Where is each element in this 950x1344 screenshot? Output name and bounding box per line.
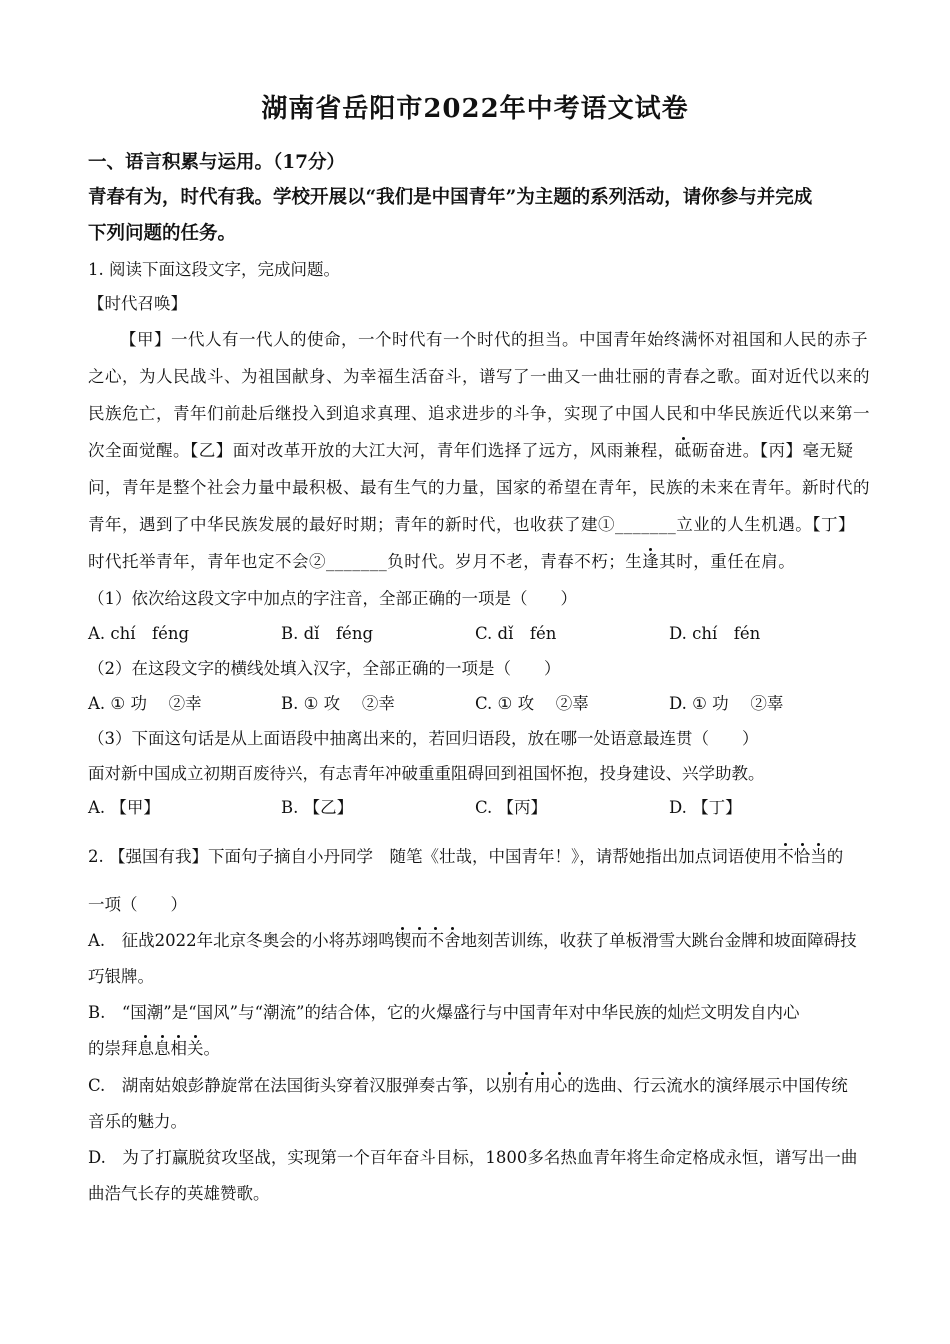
dotted-char-di: 砥 <box>674 441 692 460</box>
dotted-char: 相 <box>170 1039 187 1058</box>
q2-c-dotted-word <box>501 1076 567 1095</box>
dotted-char: 心 <box>550 1076 568 1095</box>
q2-option-c-line-2: 音乐的魅力。 <box>88 1112 187 1131</box>
sub1-stem: （1）依次给这段文字中加点的字注音，全部正确的一项是（ ） <box>88 589 577 608</box>
passage-line-6: 青年，遇到了中华民族发展的最好时期；青年的新时代，也收获了建①_______立业的人生机遇。【丁】 <box>88 515 855 534</box>
sub3-option-c: C. 【丙】 <box>475 798 548 817</box>
q2-stem-text-b: 的 <box>826 847 844 866</box>
passage-line-7 <box>88 548 795 572</box>
section-intro-line-2: 下列问题的任务。 <box>88 223 237 244</box>
q2-option-b-line-2 <box>88 1035 220 1059</box>
q2-b-text-a: 的崇拜 <box>88 1039 138 1058</box>
q2-b-dotted-word <box>138 1039 204 1058</box>
q2-option-a-line-1 <box>88 927 857 951</box>
sub3-stem: （3）下面这句话是从上面语段中抽离出来的，若回归语段，放在哪一处语意最连贯（ ） <box>88 729 759 748</box>
sub2-option-a: A. ① 功 ②幸 <box>88 694 202 713</box>
passage-line-4 <box>88 437 854 461</box>
sub3-sentence: 面对新中国成立初期百废待兴，有志青年冲破重重阻碍回到祖国怀抱，投身建设、兴学助教。 <box>88 764 765 783</box>
sub2-option-c: C. ① 攻 ②辜 <box>475 694 589 713</box>
dotted-char: 别 <box>501 1076 518 1095</box>
dotted-char: 而 <box>411 931 428 950</box>
passage-line-2: 之心，为人民战斗、为祖国献身、为幸福生活奋斗，谱写了一曲又一曲壮丽的青春之歌。面对近代以来的 <box>88 367 870 386</box>
q2-a-dotted-word <box>395 931 461 950</box>
q2-c-text-b: 的选曲、行云流水的演绎展示中国传统 <box>567 1076 848 1095</box>
dotted-char: 不 <box>427 931 445 950</box>
dotted-char: 锲 <box>394 931 412 950</box>
q2-option-d-line-2: 曲浩气长存的英雄赞歌。 <box>88 1184 270 1203</box>
dotted-char: 舍 <box>444 931 461 950</box>
passage-line-4-text-b: 砺奋进。【丙】毫无疑 <box>691 441 854 460</box>
sub2-option-d: D. ① 功 ②辜 <box>669 694 784 713</box>
sub1-option-c: C. dǐ fén <box>475 624 557 643</box>
dotted-char: 息 <box>137 1039 154 1058</box>
q1-label: 【时代召唤】 <box>88 294 187 313</box>
q1-stem: 1. 阅读下面这段文字，完成问题。 <box>88 260 340 279</box>
q2-b-text-b: 。 <box>203 1039 220 1058</box>
sub2-option-b: B. ① 攻 ②幸 <box>281 694 395 713</box>
passage-line-5: 问，青年是整个社会力量中最积极、最有生气的力量，国家的希望在青年，民族的未来在青年。新时代的 <box>88 478 870 497</box>
section-intro-line-1: 青春有为，时代有我。学校开展以“我们是中国青年”为主题的系列活动，请你参与并完成 <box>88 187 813 208</box>
q2-stem-text-a: 2. 【强国有我】下面句子摘自小丹同学 随笔《壮哉，中国青年！》，请帮她指出加点词语使用 <box>88 847 778 866</box>
q2-a-text-b: 地刻苦训练，收获了单板滑雪大跳台金牌和坡面障碍技 <box>460 931 857 950</box>
section-heading: 一、语言积累与运用。（17分） <box>88 152 345 173</box>
dotted-char: 用 <box>534 1076 551 1095</box>
q2-option-b-line-1: B. “国潮”是“国风”与“潮流”的结合体，它的火爆盛行与中国青年对中华民族的灿烂文明发自内心 <box>88 1003 800 1022</box>
passage-line-7-text-a: 时代托举青年，青年也定不会②_______负时代。岁月不老，青春不朽；生 <box>88 552 643 571</box>
dotted-char: 不 <box>777 847 794 866</box>
dotted-char: 息 <box>154 1039 171 1058</box>
sub3-option-d: D. 【丁】 <box>669 798 742 817</box>
sub1-option-b: B. dǐ féng <box>281 624 374 643</box>
q2-stem-line-2: 一项（ ） <box>88 895 187 914</box>
sub3-option-a: A. 【甲】 <box>88 798 160 817</box>
q2-option-a-line-2: 巧银牌。 <box>88 967 154 986</box>
passage-line-7-text-b: 其时，重任在肩。 <box>659 552 796 571</box>
dotted-char: 关 <box>187 1039 204 1058</box>
dotted-char: 恰 <box>793 847 811 866</box>
sub2-stem: （2）在这段文字的横线处填入汉字，全部正确的一项是（ ） <box>88 659 561 678</box>
passage-line-3: 民族危亡，青年们前赴后继投入到追求真理、追求进步的斗争，实现了中国人民和中华民族近代以来第一 <box>88 404 870 423</box>
sub1-option-d: D. chí fén <box>669 624 761 643</box>
q2-c-text-a: C. 湖南姑娘彭静旋常在法国街头穿着汉服弹奏古筝，以 <box>88 1076 502 1095</box>
q2-stem <box>88 843 843 867</box>
q2-option-d-line-1: D. 为了打赢脱贫攻坚战，实现第一个百年奋斗目标，1800多名热血青年将生命定格成永恒，谱写出一曲 <box>88 1148 858 1167</box>
dotted-char: 有 <box>517 1076 535 1095</box>
dotted-char-feng: 逢 <box>642 552 660 571</box>
dotted-char: 当 <box>810 847 827 866</box>
page-title: 湖南省岳阳市2022年中考语文试卷 <box>261 94 689 124</box>
sub1-option-a: A. chí féng <box>88 624 190 643</box>
passage-line-4-text-a: 次全面觉醒。【乙】面对改革开放的大江大河，青年们选择了远方，风雨兼程， <box>88 441 675 460</box>
q2-option-c-line-1 <box>88 1072 848 1096</box>
q2-a-text-a: A. 征战2022年北京冬奥会的小将苏翊鸣 <box>88 931 395 950</box>
passage-line-1: 【甲】一代人有一代人的使命，一个时代有一个时代的担当。中国青年始终满怀对祖国和人民的赤子 <box>120 330 868 349</box>
q2-dotted-word <box>777 847 827 866</box>
sub3-option-b: B. 【乙】 <box>281 798 354 817</box>
